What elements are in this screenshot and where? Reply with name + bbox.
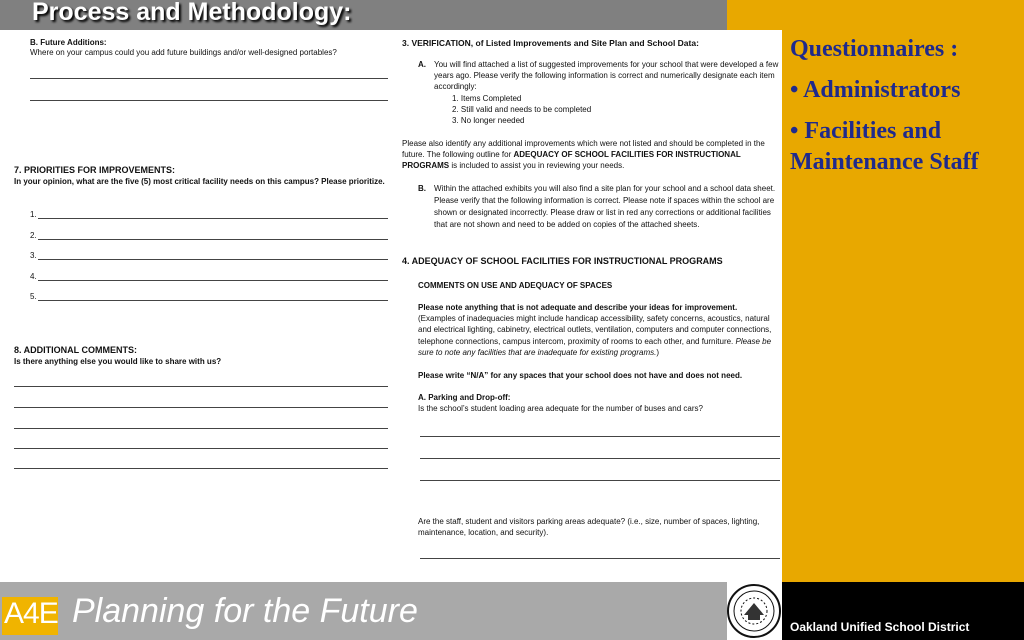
comments-heading: COMMENTS ON USE AND ADEQUACY OF SPACES bbox=[418, 281, 613, 290]
item-b-text: shown or designated incorrectly. Please draw or list in red any corrections or additional facilities bbox=[434, 208, 771, 217]
parking-question: Is the school’s student loading area adequate for the number of buses and cars? bbox=[418, 404, 703, 413]
parking-heading: A. Parking and Drop-off: bbox=[418, 393, 511, 402]
administrators-bullet: • Administrators bbox=[790, 77, 961, 103]
staff-parking-question: maintenance, location, and security). bbox=[418, 528, 549, 537]
answer-line bbox=[38, 259, 388, 260]
additional-comments-question: Is there anything else you would like to share with us? bbox=[14, 357, 222, 366]
examples-text: (Examples of inadequacies might include handicap accessibility, safety concerns, acoustics, natural bbox=[418, 314, 770, 323]
verification-heading: 3. VERIFICATION, of Listed Improvements and Site Plan and School Data: bbox=[402, 38, 699, 48]
item-b-text: Within the attached exhibits you will also find a site plan for your school and a school data sheet. bbox=[434, 184, 776, 193]
district-seal-icon bbox=[726, 583, 782, 639]
future-additions-heading: B. Future Additions: bbox=[30, 38, 107, 47]
instructions-paragraph: Please also identify any additional improvements which were not listed and should be completed in the bbox=[402, 139, 765, 148]
questionnaires-panel bbox=[790, 34, 1022, 178]
tagline: Planning for the Future bbox=[72, 592, 418, 630]
facilities-bullet-continued: Maintenance Staff bbox=[790, 149, 979, 175]
item-b-label: B. bbox=[418, 184, 426, 193]
option-item: 2. Still valid and needs to be completed bbox=[452, 105, 592, 114]
answer-line bbox=[14, 428, 388, 429]
option-item: 1. Items Completed bbox=[452, 94, 522, 103]
priority-number: 2. bbox=[30, 231, 37, 240]
staff-parking-question: Are the staff, student and visitors parking areas adequate? (i.e., size, number of spaces, lighting, bbox=[418, 517, 760, 526]
answer-line bbox=[14, 386, 388, 387]
answer-line bbox=[38, 300, 388, 301]
answer-line bbox=[14, 407, 388, 408]
answer-line bbox=[30, 78, 388, 79]
instructions-paragraph: future. The following outline for ADEQUACY OF SCHOOL FACILITIES FOR INSTRUCTIONAL bbox=[402, 150, 741, 159]
answer-line bbox=[420, 436, 780, 437]
district-name: Oakland Unified School District bbox=[790, 620, 970, 634]
adequacy-heading: 4. ADEQUACY OF SCHOOL FACILITIES FOR INSTRUCTIONAL PROGRAMS bbox=[402, 256, 723, 266]
item-a-text: accordingly: bbox=[434, 82, 477, 91]
item-a-label: A. bbox=[418, 60, 426, 69]
priority-number: 5. bbox=[30, 292, 37, 301]
option-item: 3. No longer needed bbox=[452, 116, 525, 125]
slide-title: Process and Methodology: bbox=[32, 0, 352, 26]
priorities-heading: 7. PRIORITIES FOR IMPROVEMENTS: bbox=[14, 165, 176, 175]
item-a-text: You will find attached a list of suggested improvements for your school that were developed a few bbox=[434, 60, 779, 69]
future-additions-question: Where on your campus could you add future buildings and/or well-designed portables? bbox=[30, 48, 337, 57]
answer-line bbox=[14, 468, 388, 469]
answer-line bbox=[38, 218, 388, 219]
note-heading: Please note anything that is not adequate and describe your ideas for improvement. bbox=[418, 303, 738, 312]
priorities-question: In your opinion, what are the five (5) most critical facility needs on this campus? Please prioritize. bbox=[14, 177, 385, 186]
item-a-text: years ago. Please verify the following information is correct and numerically designate each item bbox=[434, 71, 775, 80]
additional-comments-heading: 8. ADDITIONAL COMMENTS: bbox=[14, 345, 137, 355]
a4e-logo: A4E bbox=[4, 597, 58, 630]
answer-line bbox=[30, 100, 388, 101]
answer-line bbox=[420, 558, 780, 559]
instructions-paragraph: PROGRAMS is included to assist you in reviewing your needs. bbox=[402, 161, 625, 170]
answer-line bbox=[38, 239, 388, 240]
item-b-text: Please verify that the following information is correct. Please note if spaces within the school are bbox=[434, 196, 775, 205]
na-instruction: Please write “N/A” for any spaces that your school does not have and does not need. bbox=[418, 371, 743, 380]
answer-line bbox=[420, 480, 780, 481]
facilities-bullet: • Facilities and bbox=[790, 118, 942, 144]
priority-number: 1. bbox=[30, 210, 37, 219]
answer-line bbox=[38, 280, 388, 281]
item-b-text: that are not shown and need to be added on copies of the attached sheets. bbox=[434, 220, 700, 229]
examples-text: and electrical lighting, cabinetry, electrical outlets, ventilation, computers and computer connections, bbox=[418, 325, 772, 334]
priority-number: 3. bbox=[30, 251, 37, 260]
questionnaires-heading: Questionnaires : bbox=[790, 36, 959, 62]
examples-text: telephone connections, campus intercom, proximity of rooms to each other, and furniture. Please be bbox=[418, 337, 772, 346]
gold-strip bbox=[727, 0, 782, 30]
examples-text: sure to note any facilities that are inadequate for existing programs.) bbox=[418, 348, 660, 357]
answer-line bbox=[14, 448, 388, 449]
answer-line bbox=[420, 458, 780, 459]
priority-number: 4. bbox=[30, 272, 37, 281]
